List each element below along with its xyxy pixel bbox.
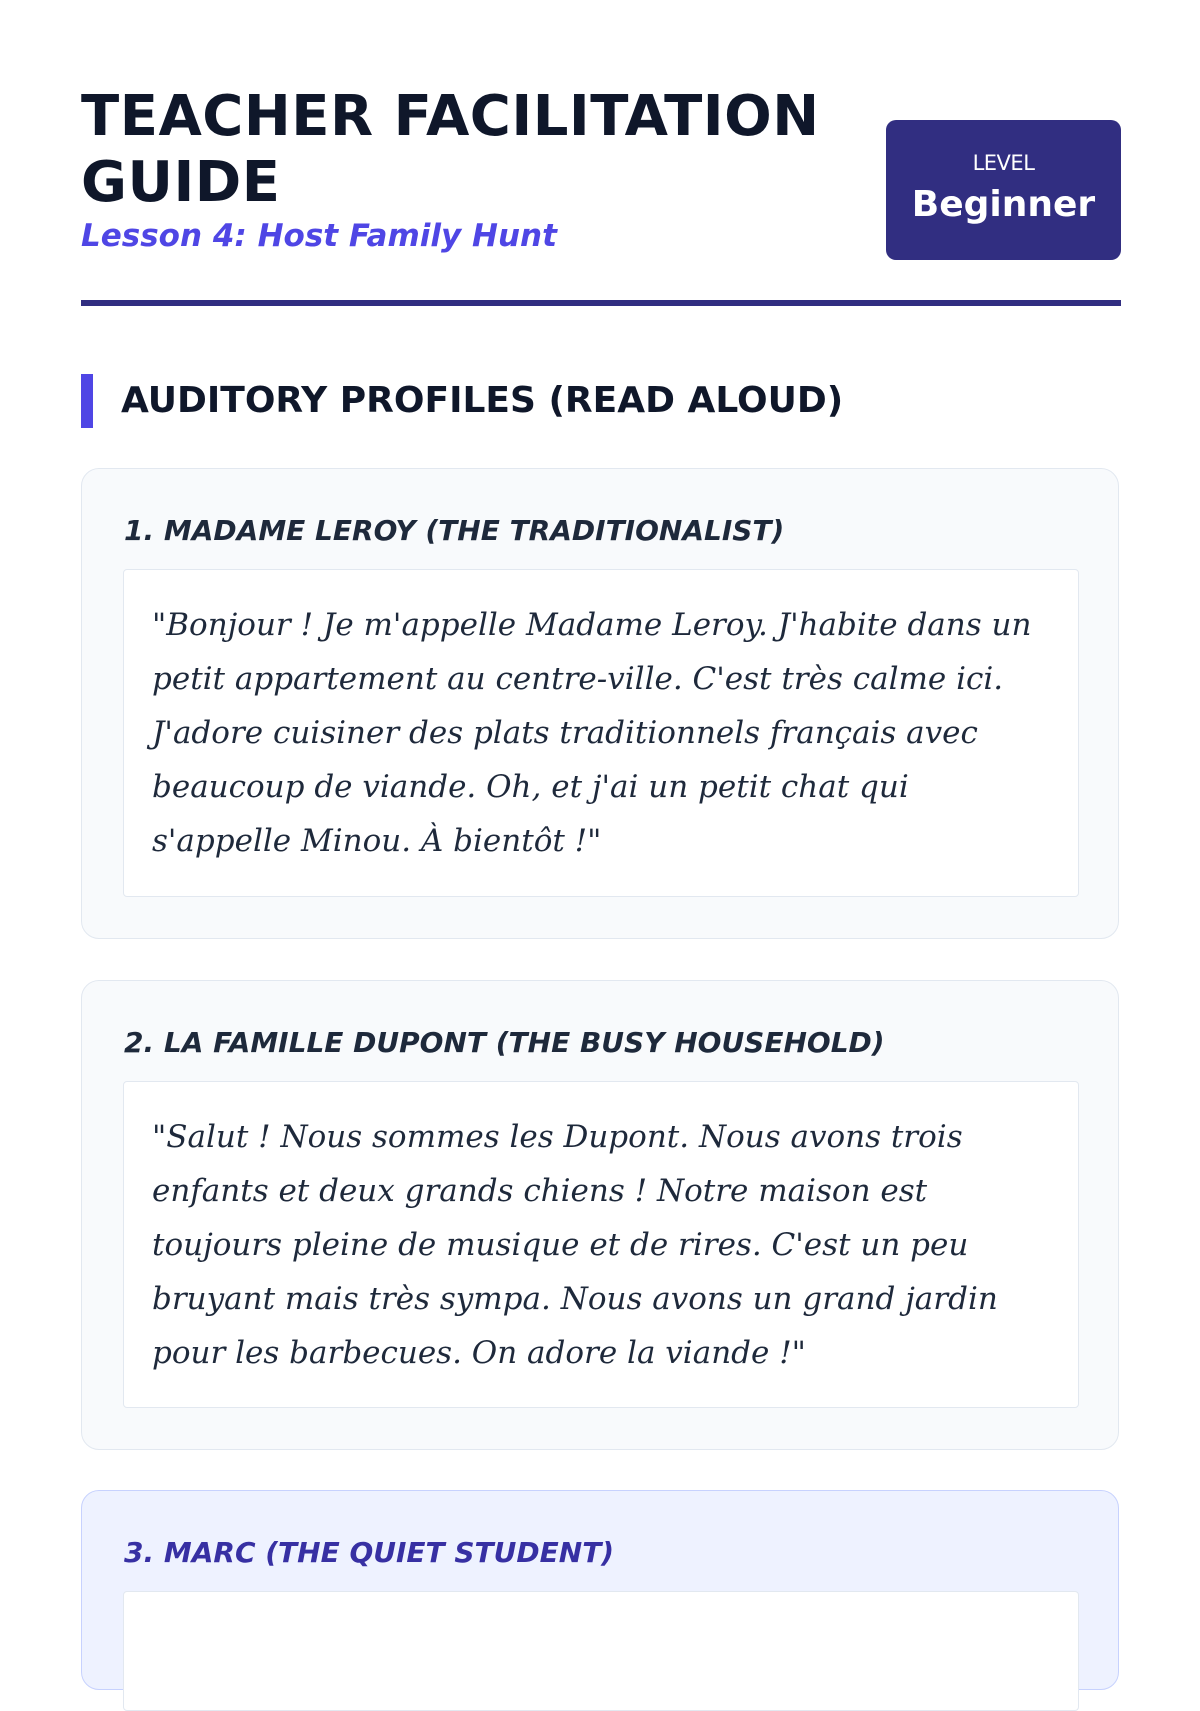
level-value: Beginner xyxy=(911,184,1096,225)
profile-card-marc xyxy=(81,1490,1119,1690)
section-heading xyxy=(81,374,1121,428)
section-title: AUDITORY PROFILES (READ ALOUD) xyxy=(121,380,844,421)
page-title: TEACHER FACILITATION GUIDE xyxy=(81,84,820,215)
profile-card-leroy xyxy=(81,468,1119,939)
section-accent-bar xyxy=(81,374,93,428)
profile-quote: "Bonjour ! Je m'appelle Madame Leroy. J'habite dans un petit appartement au centre-ville. C'est très calme ici. J'adore cuisiner des plats traditionnels français avec beaucoup de viande. Oh, et j'ai un petit chat qui s'appelle Minou. À bientôt !" xyxy=(152,607,1032,859)
profile-quote: "Salut ! Nous sommes les Dupont. Nous avons trois enfants et deux grands chiens ! Notre maison est toujours pleine de musique et de rires. C'est un peu bruyant mais très sympa. Nous avons un grand jardin pour les barbecues. On adore la viande !" xyxy=(152,1119,998,1371)
profile-quote-box xyxy=(123,1081,1079,1408)
level-badge xyxy=(886,120,1121,260)
profile-title: 3. MARC (THE QUIET STUDENT) xyxy=(124,1536,615,1569)
lesson-subtitle: Lesson 4: Host Family Hunt xyxy=(81,218,557,254)
profile-quote-box xyxy=(123,569,1079,897)
guide-header xyxy=(81,0,1121,306)
profile-quote-box xyxy=(123,1591,1079,1711)
level-label: LEVEL xyxy=(972,151,1035,175)
profile-title: 1. MADAME LEROY (THE TRADITIONALIST) xyxy=(124,514,785,547)
header-divider xyxy=(81,300,1121,306)
profile-card-dupont xyxy=(81,980,1119,1450)
facilitation-guide-page xyxy=(81,0,1121,1569)
profile-title: 2. LA FAMILLE DUPONT (THE BUSY HOUSEHOLD) xyxy=(124,1026,885,1059)
